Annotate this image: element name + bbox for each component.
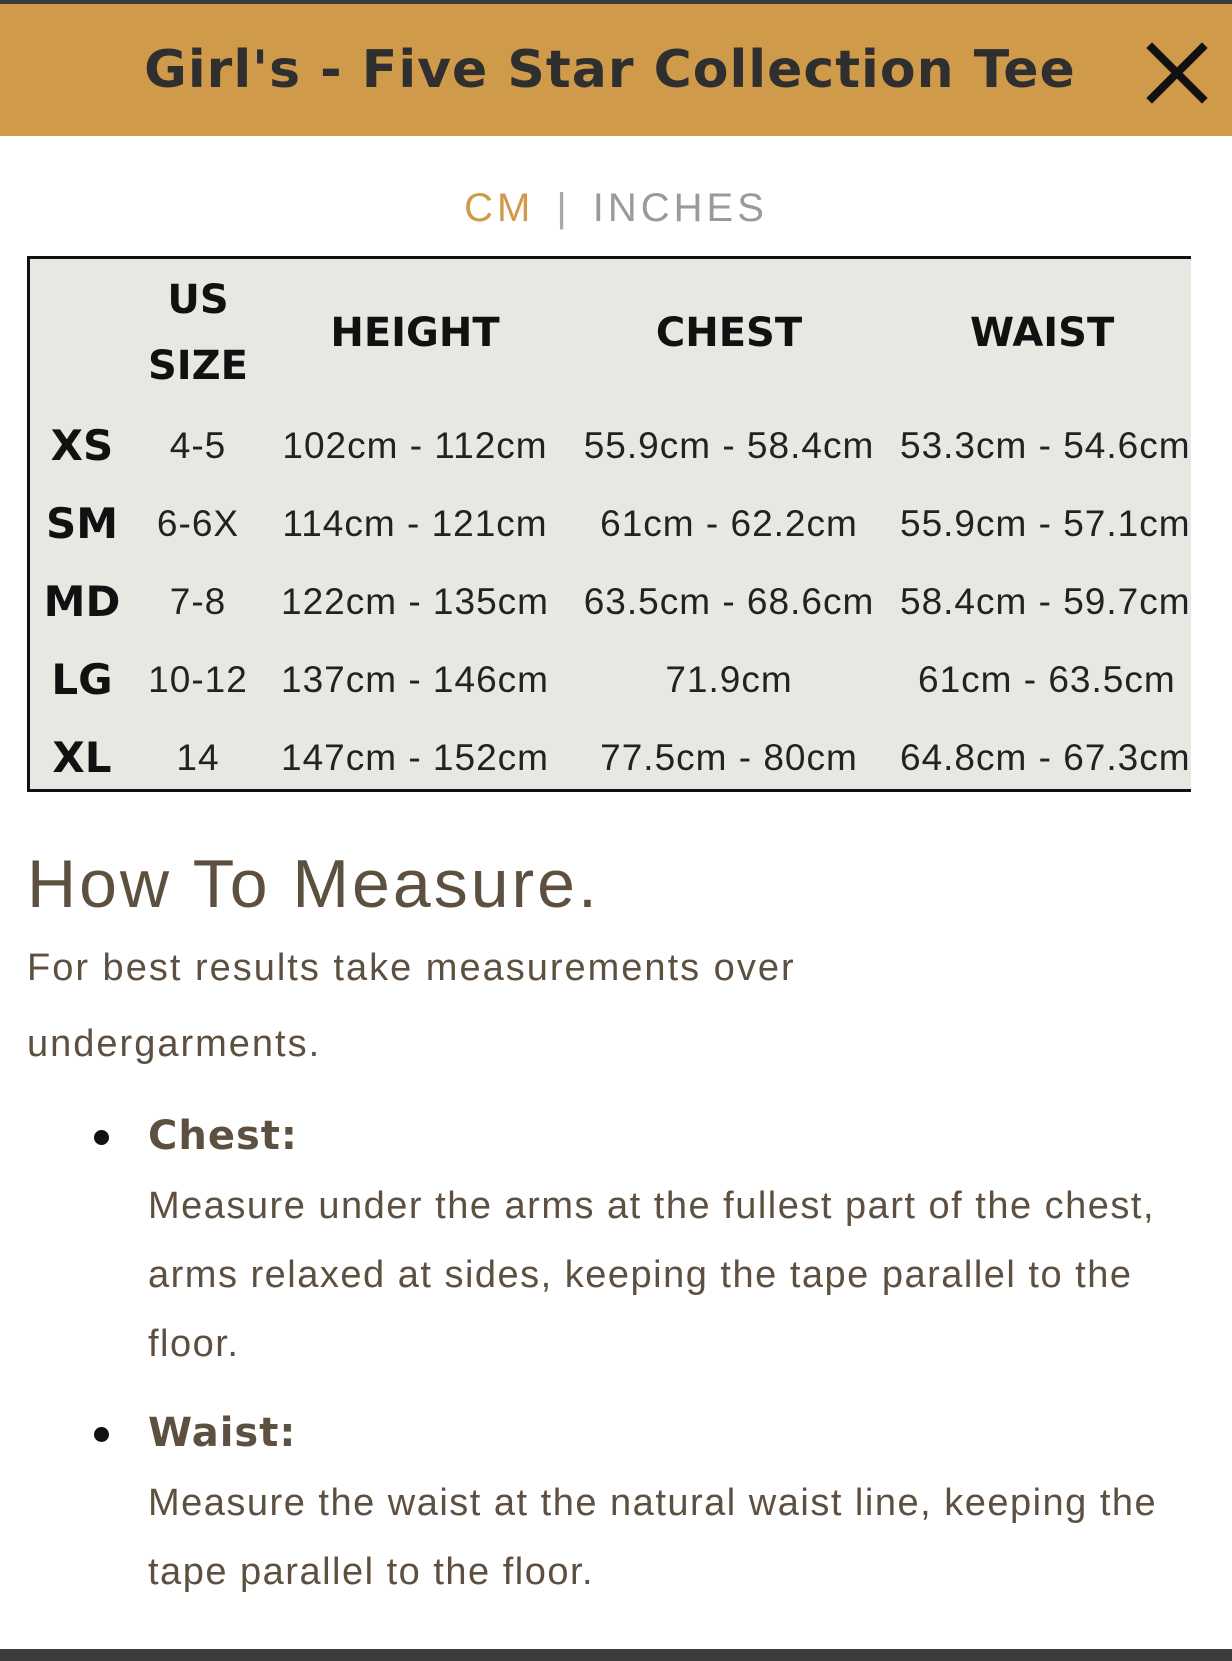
unit-separator: | [556,186,571,230]
measure-item-text: Measure under the arms at the fullest part of the chest, arms relaxed at sides, keeping the tape parallel to the floor. [148,1185,1156,1365]
size-label: SM [45,499,119,548]
size-label: XS [50,421,114,470]
unit-toggle [0,182,1232,234]
close-icon [1144,40,1210,106]
measure-item-label: Waist: [148,1410,297,1456]
measure-list [90,1100,1170,1607]
waist-cell: 61cm - 63.5cm [918,659,1176,700]
table-row [30,719,1191,792]
size-table [30,259,1191,792]
chest-cell: 71.9cm [665,659,793,700]
table-row [30,407,1191,485]
column-header-chest: CHEST [655,310,803,356]
list-item [90,1397,1170,1607]
unit-cm-option[interactable]: CM [464,186,535,230]
waist-cell: 64.8cm - 67.3cm [900,737,1191,778]
us-size-cell: 14 [176,737,220,778]
modal-header [0,4,1232,136]
size-label: MD [43,577,121,626]
list-item [90,1100,1170,1379]
bullet-icon [94,1130,109,1145]
column-header-height: HEIGHT [330,310,500,356]
column-header-us-size [134,259,262,407]
us-size-cell: 10-12 [148,659,248,700]
size-label: XL [52,733,112,782]
table-header-row [30,259,1191,407]
bullet-icon [94,1427,109,1442]
waist-cell: 53.3cm - 54.6cm [900,425,1191,466]
waist-cell: 58.4cm - 59.7cm [900,581,1191,622]
height-cell: 147cm - 152cm [281,737,549,778]
measure-item-text: Measure the waist at the natural waist line, keeping the tape parallel to the floor. [148,1482,1158,1593]
size-table-container[interactable] [27,256,1191,792]
height-cell: 114cm - 121cm [282,503,548,544]
chest-cell: 63.5cm - 68.6cm [583,581,875,622]
chest-cell: 55.9cm - 58.4cm [583,425,875,466]
table-row [30,641,1191,719]
close-button[interactable] [1144,40,1210,106]
unit-inches-option[interactable]: INCHES [592,186,768,230]
table-row [30,485,1191,563]
modal-title: Girl's - Five Star Collection Tee [144,40,1076,100]
measure-item-label: Chest: [148,1113,298,1159]
height-cell: 122cm - 135cm [281,581,549,622]
column-header-waist: WAIST [970,310,1115,356]
bottom-bar [0,1649,1232,1661]
waist-cell: 55.9cm - 57.1cm [900,503,1191,544]
us-size-header-text: US SIZE [147,277,249,389]
how-to-measure-intro: For best results take measurements over undergarments. [27,947,796,1065]
chest-cell: 61cm - 62.2cm [600,503,858,544]
height-cell: 137cm - 146cm [281,659,549,700]
height-cell: 102cm - 112cm [282,425,548,466]
chest-cell: 77.5cm - 80cm [600,737,858,778]
us-size-cell: 6-6X [156,503,240,544]
size-label: LG [51,655,113,704]
table-row [30,563,1191,641]
us-size-cell: 7-8 [169,581,227,622]
how-to-measure-title: How To Measure. [27,846,600,922]
us-size-cell: 4-5 [169,425,227,466]
column-header-size [30,259,134,407]
